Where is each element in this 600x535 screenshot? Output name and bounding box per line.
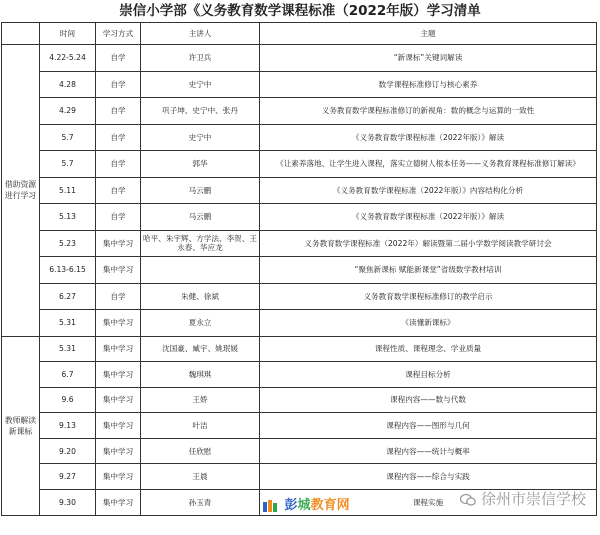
table-row xyxy=(2,230,597,257)
cell-date: 9.27 xyxy=(40,464,96,490)
table-row xyxy=(2,124,597,151)
cell-date: 5.7 xyxy=(40,151,96,178)
table-row xyxy=(2,151,597,178)
table-row xyxy=(2,438,597,464)
cell-topic: 课程性质、课程理念、学业质量 xyxy=(260,336,597,362)
cell-date: 4.22-5.24 xyxy=(40,45,96,72)
cell-mode: 集中学习 xyxy=(96,310,141,337)
cell-speaker: 王娇 xyxy=(141,387,260,413)
cell-date: 6.7 xyxy=(40,362,96,388)
cell-date: 5.13 xyxy=(40,204,96,231)
table-row xyxy=(2,310,597,337)
table-row xyxy=(2,257,597,284)
cell-speaker: 王晨 xyxy=(141,464,260,490)
wechat-icon xyxy=(460,493,476,507)
cell-topic: 课程内容——综合与实践 xyxy=(260,464,597,490)
cell-date: 5.23 xyxy=(40,230,96,257)
cell-date: 5.11 xyxy=(40,177,96,204)
cell-topic: 课程实施 xyxy=(260,490,597,516)
cell-topic: 《义务教育数学课程标准（2022年版）》解读 xyxy=(260,204,597,231)
cell-date: 6.13-6.15 xyxy=(40,257,96,284)
watermark-logo-part3: 教育网 xyxy=(310,498,350,513)
cell-mode: 自学 xyxy=(96,204,141,231)
cell-topic: 《义务教育数学课程标准（2022年版）》解读 xyxy=(260,124,597,151)
cell-topic: 课程目标分析 xyxy=(260,362,597,388)
cell-topic: “新课标”关键词解读 xyxy=(260,45,597,72)
table-row xyxy=(2,177,597,204)
cell-speaker: 孙玉青 xyxy=(141,490,260,516)
cell-speaker: 马云鹏 xyxy=(141,204,260,231)
cell-date: 4.28 xyxy=(40,71,96,98)
cell-mode: 自学 xyxy=(96,177,141,204)
group-label-resources: 借助资源进行学习 xyxy=(2,45,40,337)
cell-topic: 课程内容——数与代数 xyxy=(260,387,597,413)
cell-date: 4.29 xyxy=(40,98,96,125)
cell-speaker: 沈国豪、臧宇、姚珉媛 xyxy=(141,336,260,362)
cell-date: 9.20 xyxy=(40,438,96,464)
cell-speaker: 郭华 xyxy=(141,151,260,178)
table-row xyxy=(2,204,597,231)
cell-mode: 集中学习 xyxy=(96,387,141,413)
table-row xyxy=(2,283,597,310)
cell-date: 6.27 xyxy=(40,283,96,310)
cell-mode: 自学 xyxy=(96,45,141,72)
cell-speaker: 史宁中 xyxy=(141,124,260,151)
cell-date: 5.31 xyxy=(40,336,96,362)
cell-speaker: 马云鹏 xyxy=(141,177,260,204)
header-topic: 主题 xyxy=(260,23,597,45)
book-icon xyxy=(262,499,280,513)
cell-mode: 集中学习 xyxy=(96,464,141,490)
cell-date: 5.31 xyxy=(40,310,96,337)
cell-date: 9.30 xyxy=(40,490,96,516)
table-row xyxy=(2,98,597,125)
cell-mode: 集中学习 xyxy=(96,490,141,516)
cell-date: 9.13 xyxy=(40,413,96,439)
cell-topic: 《让素养落地、让学生进入课程，落实立德树人根本任务——义务教育课程标准修订解读》 xyxy=(260,151,597,178)
cell-mode: 自学 xyxy=(96,151,141,178)
cell-topic: 《义务教育数学课程标准（2022年版）》内容结构化分析 xyxy=(260,177,597,204)
header-row xyxy=(2,23,597,45)
header-date: 时间 xyxy=(40,23,96,45)
cell-mode: 自学 xyxy=(96,71,141,98)
watermark-logo xyxy=(262,494,350,513)
page-title: 崇信小学部《义务教育数学课程标准（2022年版）学习清单 xyxy=(119,3,481,19)
table-row xyxy=(2,362,597,388)
cell-speaker: 叶洁 xyxy=(141,413,260,439)
cell-speaker: 许卫兵 xyxy=(141,45,260,72)
watermark-logo-part2: 城 xyxy=(297,498,311,513)
cell-mode: 集中学习 xyxy=(96,230,141,257)
cell-topic: “聚焦新课标 赋能新课堂”省级数学教材培训 xyxy=(260,257,597,284)
cell-mode: 自学 xyxy=(96,283,141,310)
cell-mode: 集中学习 xyxy=(96,336,141,362)
table-row xyxy=(2,464,597,490)
cell-topic: 课程内容——图形与几何 xyxy=(260,413,597,439)
cell-speaker: 史宁中 xyxy=(141,71,260,98)
cell-speaker: 朱健、徐斌 xyxy=(141,283,260,310)
watermark-account-name: 徐州市崇信学校 xyxy=(480,490,586,508)
header-speaker: 主讲人 xyxy=(141,23,260,45)
table-row xyxy=(2,387,597,413)
cell-mode: 自学 xyxy=(96,98,141,125)
cell-mode: 集中学习 xyxy=(96,362,141,388)
cell-topic: 义务教育数学课程标准修订的新视角：数的概念与运算的一致性 xyxy=(260,98,597,125)
cell-mode: 集中学习 xyxy=(96,413,141,439)
cell-topic: 课程内容——统计与概率 xyxy=(260,438,597,464)
header-blank xyxy=(2,23,40,45)
table-row xyxy=(2,336,597,362)
cell-topic: 《读懂新课标》 xyxy=(260,310,597,337)
cell-speaker: 哈平、朱宇辉、方学法、李贺、王永春、华应龙 xyxy=(141,230,260,257)
cell-mode: 集中学习 xyxy=(96,257,141,284)
cell-speaker xyxy=(141,257,260,284)
cell-date: 5.7 xyxy=(40,124,96,151)
header-mode: 学习方式 xyxy=(96,23,141,45)
cell-speaker: 任欣慰 xyxy=(141,438,260,464)
watermark-logo-part1: 彭 xyxy=(284,498,298,513)
table-body xyxy=(2,45,597,516)
group-label-teachers: 教师解读新课标 xyxy=(2,336,40,515)
table-row xyxy=(2,71,597,98)
study-list-table xyxy=(1,22,597,516)
watermark-account xyxy=(460,488,586,509)
cell-speaker: 巩子坤、史宁中、张丹 xyxy=(141,98,260,125)
cell-mode: 自学 xyxy=(96,124,141,151)
cell-speaker: 夏永立 xyxy=(141,310,260,337)
cell-speaker: 魏琪琪 xyxy=(141,362,260,388)
cell-date: 9.6 xyxy=(40,387,96,413)
cell-topic: 义务教育数学课程标准修订的教学启示 xyxy=(260,283,597,310)
cell-topic: 义务教育数学课程标准（2022年）解读暨第二届小学数学阅读教学研讨会 xyxy=(260,230,597,257)
cell-topic: 数学课程标准修订与核心素养 xyxy=(260,71,597,98)
table-row xyxy=(2,413,597,439)
table-row xyxy=(2,45,597,72)
cell-mode: 集中学习 xyxy=(96,438,141,464)
